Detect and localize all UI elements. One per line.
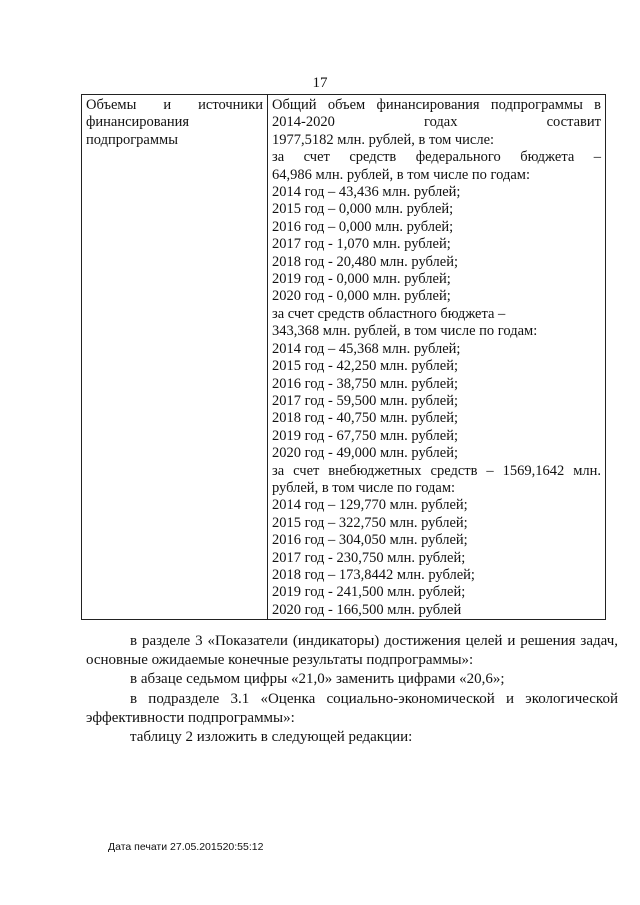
funding-line: 2020 год - 49,000 млн. рублей;: [272, 445, 459, 462]
funding-line: 2014 год – 45,368 млн. рублей;: [272, 340, 461, 357]
paragraph-section-3: в разделе 3 «Показатели (индикаторы) достижения целей и решения задач, основные ожидаемые конечные результаты подпрограммы»:: [86, 633, 618, 669]
funding-line: 2019 год - 0,000 млн. рублей;: [272, 271, 451, 288]
funding-label-cell: [82, 95, 268, 620]
funding-line: 2019 год - 241,500 млн. рублей;: [272, 584, 466, 601]
page-number: 17: [312, 75, 328, 91]
funding-label: Объемы и источники финансирования подпрограммы: [86, 97, 263, 148]
funding-line: за счет средств федерального бюджета –: [272, 149, 601, 166]
funding-table: [81, 94, 606, 620]
paragraph-subsection-3-1: в подразделе 3.1 «Оценка социально-экономической и экологической эффективности подпрограммы»:: [86, 690, 618, 726]
funding-line: 1977,5182 млн. рублей, в том числе:: [272, 131, 495, 148]
funding-line: 2020 год - 166,500 млн. рублей: [272, 601, 462, 618]
funding-line: рублей, в том числе по годам:: [272, 479, 456, 496]
funding-line: 2016 год - 38,750 млн. рублей;: [272, 375, 459, 392]
funding-line: 2017 год - 1,070 млн. рублей;: [272, 236, 451, 253]
funding-line: 2018 год – 173,8442 млн. рублей;: [272, 566, 475, 583]
paragraph-table-2: таблицу 2 изложить в следующей редакции:: [130, 729, 413, 746]
funding-line: 2020 год - 0,000 млн. рублей;: [272, 288, 451, 305]
funding-line: 2019 год - 67,750 млн. рублей;: [272, 427, 459, 444]
funding-line: 2014-2020 годах составит: [272, 114, 601, 131]
funding-line: 2018 год - 40,750 млн. рублей;: [272, 410, 459, 427]
funding-line: 2016 год – 0,000 млн. рублей;: [272, 218, 454, 235]
print-date: Дата печати 27.05.201520:55:12: [108, 841, 264, 853]
funding-line: 2014 год – 43,436 млн. рублей;: [272, 184, 461, 201]
funding-line: 2015 год – 322,750 млн. рублей;: [272, 514, 468, 531]
funding-line: 64,986 млн. рублей, в том числе по годам:: [272, 166, 530, 183]
funding-line: 2014 год – 129,770 млн. рублей;: [272, 497, 468, 514]
funding-line: 2017 год - 59,500 млн. рублей;: [272, 392, 459, 409]
amendment-text: [86, 632, 618, 747]
funding-line: 343,368 млн. рублей, в том числе по годам:: [272, 323, 538, 340]
funding-line: 2017 год - 230,750 млн. рублей;: [272, 549, 466, 566]
funding-line: 2016 год – 304,050 млн. рублей;: [272, 532, 468, 549]
funding-line: Общий объем финансирования подпрограммы в: [272, 97, 601, 113]
funding-line: 2018 год - 20,480 млн. рублей;: [272, 253, 459, 270]
funding-line: 2015 год - 42,250 млн. рублей;: [272, 358, 459, 375]
paragraph-abzac: в абзаце седьмом цифры «21,0» заменить цифрами «20,6»;: [130, 671, 505, 688]
funding-line: за счет внебюджетных средств – 1569,1642 млн.: [272, 462, 601, 479]
funding-details: [272, 97, 601, 619]
funding-line: за счет средств областного бюджета –: [272, 305, 506, 322]
funding-details-cell: [268, 95, 606, 620]
table-row: [82, 95, 606, 620]
funding-line: 2015 год – 0,000 млн. рублей;: [272, 201, 454, 218]
